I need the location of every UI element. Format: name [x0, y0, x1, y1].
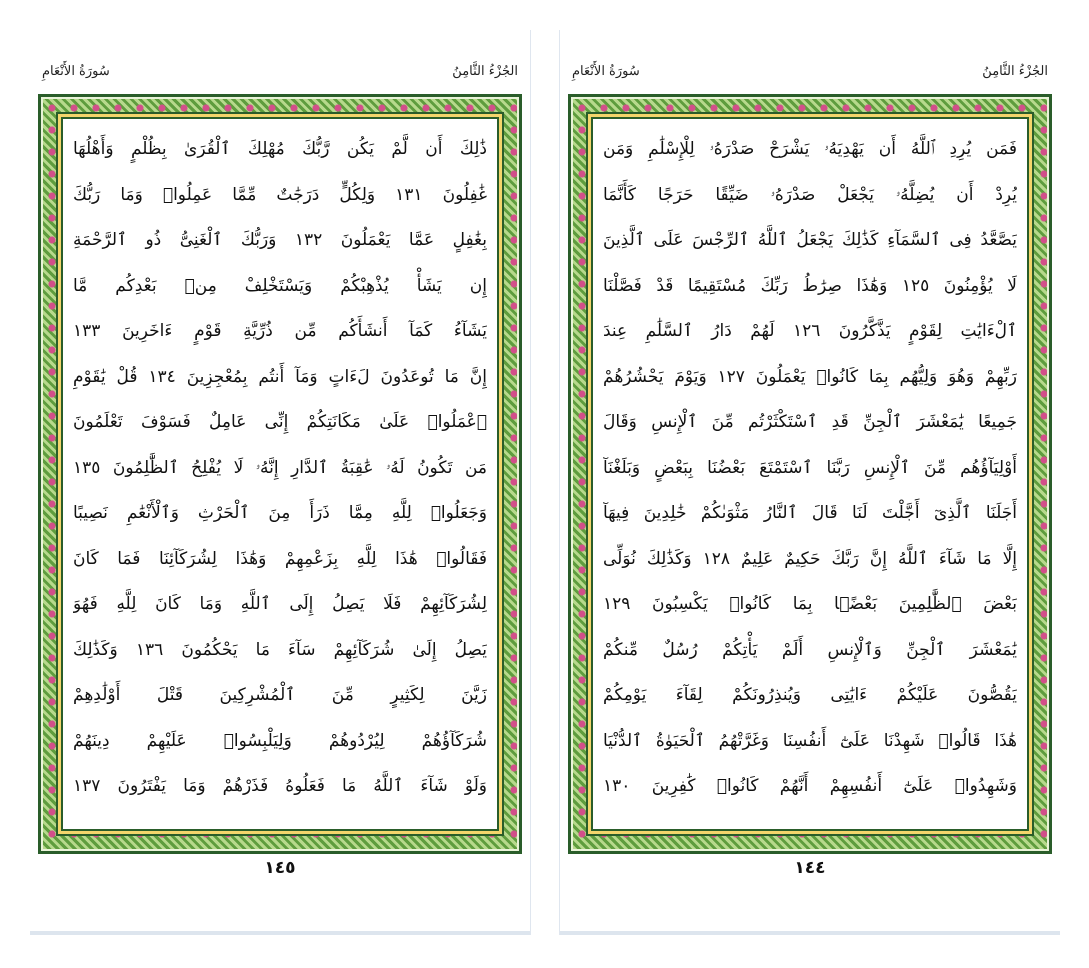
text-line: يَصَّعَّدُ فِى ٱلسَّمَآءِ كَذَٰلِكَ يَجْعَلُ ٱللَّهُ ٱلرِّجْسَ عَلَى ٱلَّذِينَ [603, 230, 1017, 250]
text-line: رَبِّهِمْ وَهُوَ وَلِيُّهُم بِمَا كَانُوا۟ يَعْمَلُونَ ١٢٧ وَيَوْمَ يَحْشُرُهُمْ [603, 366, 1017, 387]
text-line: يُرِدْ أَن يُضِلَّهُۥ يَجْعَلْ صَدْرَهُۥ ضَيِّقًا حَرَجًا كَأَنَّمَا [603, 184, 1017, 205]
page-edge [30, 931, 530, 935]
text-line: إِلَّا مَا شَآءَ ٱللَّهُ إِنَّ رَبَّكَ حَكِيمٌ عَلِيمٌ ١٢٨ وَكَذَٰلِكَ نُوَلِّى [603, 548, 1017, 569]
text-line: فَمَن يُرِدِ ٱللَّهُ أَن يَهْدِيَهُۥ يَشْرَحْ صَدْرَهُۥ لِلْإِسْلَٰمِ وَمَن [603, 139, 1017, 159]
ornamental-frame [568, 94, 1052, 854]
page-number: ١٤٤ [794, 858, 826, 878]
text-line: أَوْلِيَآؤُهُم مِّنَ ٱلْإِنسِ رَبَّنَا ٱسْتَمْتَعَ بَعْضُنَا بِبَعْضٍ وَبَلَغْنَآ [603, 457, 1017, 478]
text-line: ٱعْمَلُوا۟ عَلَىٰ مَكَانَتِكُمْ إِنِّى عَامِلٌ فَسَوْفَ تَعْلَمُونَ [73, 412, 487, 432]
text-line: وَجَعَلُوا۟ لِلَّهِ مِمَّا ذَرَأَ مِنَ ٱلْحَرْثِ وَٱلْأَنْعَٰمِ نَصِيبًا [73, 503, 487, 523]
text-line: يَقُصُّونَ عَلَيْكُمْ ءَايَٰتِى وَيُنذِرُونَكُمْ لِقَآءَ يَوْمِكُمْ [603, 685, 1017, 705]
page-edge [560, 931, 1060, 935]
page-number: ١٤٥ [264, 858, 296, 878]
text-line: جَمِيعًا يَٰمَعْشَرَ ٱلْجِنِّ قَدِ ٱسْتَكْثَرْتُم مِّنَ ٱلْإِنسِ وَقَالَ [603, 412, 1017, 432]
text-line: فَقَالُوا۟ هَٰذَا لِلَّهِ بِزَعْمِهِمْ وَهَٰذَا لِشُرَكَآئِنَا فَمَا كَانَ [73, 548, 487, 569]
quran-text [73, 127, 487, 821]
surah-name: سُورَةُ الأَنْعَامِ [42, 64, 110, 79]
text-line: يَصِلُ إِلَىٰ شُرَكَآئِهِمْ سَآءَ مَا يَحْكُمُونَ ١٣٦ وَكَذَٰلِكَ [73, 639, 487, 660]
juz-name: الجُزْءُ الثَّامِنُ [982, 64, 1048, 79]
text-line: بِغَٰفِلٍ عَمَّا يَعْمَلُونَ ١٣٢ وَرَبُّكَ ٱلْغَنِىُّ ذُو ٱلرَّحْمَةِ [73, 230, 487, 250]
surah-name: سُورَةُ الأَنْعَامِ [572, 64, 640, 79]
page-header [568, 64, 1052, 86]
text-line: لَا يُؤْمِنُونَ ١٢٥ وَهَٰذَا صِرَٰطُ رَبِّكَ مُسْتَقِيمًا قَدْ فَصَّلْنَا [603, 275, 1017, 296]
text-line: إِن يَشَأْ يُذْهِبْكُمْ وَيَسْتَخْلِفْ مِنۢ بَعْدِكُم مَّا [73, 275, 487, 296]
text-line: لِشُرَكَآئِهِمْ فَلَا يَصِلُ إِلَى ٱللَّهِ وَمَا كَانَ لِلَّهِ فَهُوَ [73, 594, 487, 614]
text-line: ٱلْءَايَٰتِ لِقَوْمٍ يَذَّكَّرُونَ ١٢٦ لَهُمْ دَارُ ٱلسَّلَٰمِ عِندَ [603, 321, 1017, 341]
ornamental-frame [38, 94, 522, 854]
text-line: إِنَّ مَا تُوعَدُونَ لَءَاتٍ وَمَآ أَنتُم بِمُعْجِزِينَ ١٣٤ قُلْ يَٰقَوْمِ [73, 366, 487, 387]
text-line: زَيَّنَ لِكَثِيرٍ مِّنَ ٱلْمُشْرِكِينَ قَتْلَ أَوْلَٰدِهِمْ [73, 685, 487, 705]
left-page [30, 30, 531, 935]
text-line: يَٰمَعْشَرَ ٱلْجِنِّ وَٱلْإِنسِ أَلَمْ يَأْتِكُمْ رُسُلٌ مِّنكُمْ [603, 639, 1017, 660]
text-line: هَٰذَا قَالُوا۟ شَهِدْنَا عَلَىٰٓ أَنفُسِنَا وَغَرَّتْهُمُ ٱلْحَيَوٰةُ ٱلدُّنْيَا [603, 730, 1017, 751]
text-line: ذَٰلِكَ أَن لَّمْ يَكُن رَّبُّكَ مُهْلِكَ ٱلْقُرَىٰ بِظُلْمٍ وَأَهْلُهَا [73, 139, 487, 159]
text-line: وَلَوْ شَآءَ ٱللَّهُ مَا فَعَلُوهُ فَذَرْهُمْ وَمَا يَفْتَرُونَ ١٣٧ [73, 776, 487, 796]
text-line: أَجَلَنَا ٱلَّذِىٓ أَجَّلْتَ لَنَا قَالَ ٱلنَّارُ مَثْوَىٰكُمْ خَٰلِدِينَ فِيهَآ [603, 503, 1017, 523]
quran-text [603, 127, 1017, 821]
text-line: بَعْضَ ٱلظَّٰلِمِينَ بَعْضًۢا بِمَا كَانُوا۟ يَكْسِبُونَ ١٢٩ [603, 594, 1017, 614]
text-line: غَٰفِلُونَ ١٣١ وَلِكُلٍّ دَرَجَٰتٌ مِّمَّا عَمِلُوا۟ وَمَا رَبُّكَ [73, 184, 487, 205]
juz-name: الجُزْءُ الثَّامِنُ [452, 64, 518, 79]
text-area [61, 117, 499, 831]
text-line: مَن تَكُونُ لَهُۥ عَٰقِبَةُ ٱلدَّارِ إِنَّهُۥ لَا يُفْلِحُ ٱلظَّٰلِمُونَ ١٣٥ [73, 457, 487, 478]
text-line: يَشَآءُ كَمَآ أَنشَأَكُم مِّن ذُرِّيَّةِ قَوْمٍ ءَاخَرِينَ ١٣٣ [73, 321, 487, 341]
text-line: شُرَكَآؤُهُمْ لِيُرْدُوهُمْ وَلِيَلْبِسُوا۟ عَلَيْهِمْ دِينَهُمْ [73, 730, 487, 751]
text-line: وَشَهِدُوا۟ عَلَىٰٓ أَنفُسِهِمْ أَنَّهُمْ كَانُوا۟ كَٰفِرِينَ ١٣٠ [603, 776, 1017, 796]
right-page [559, 30, 1060, 935]
page-header [38, 64, 522, 86]
text-area [591, 117, 1029, 831]
